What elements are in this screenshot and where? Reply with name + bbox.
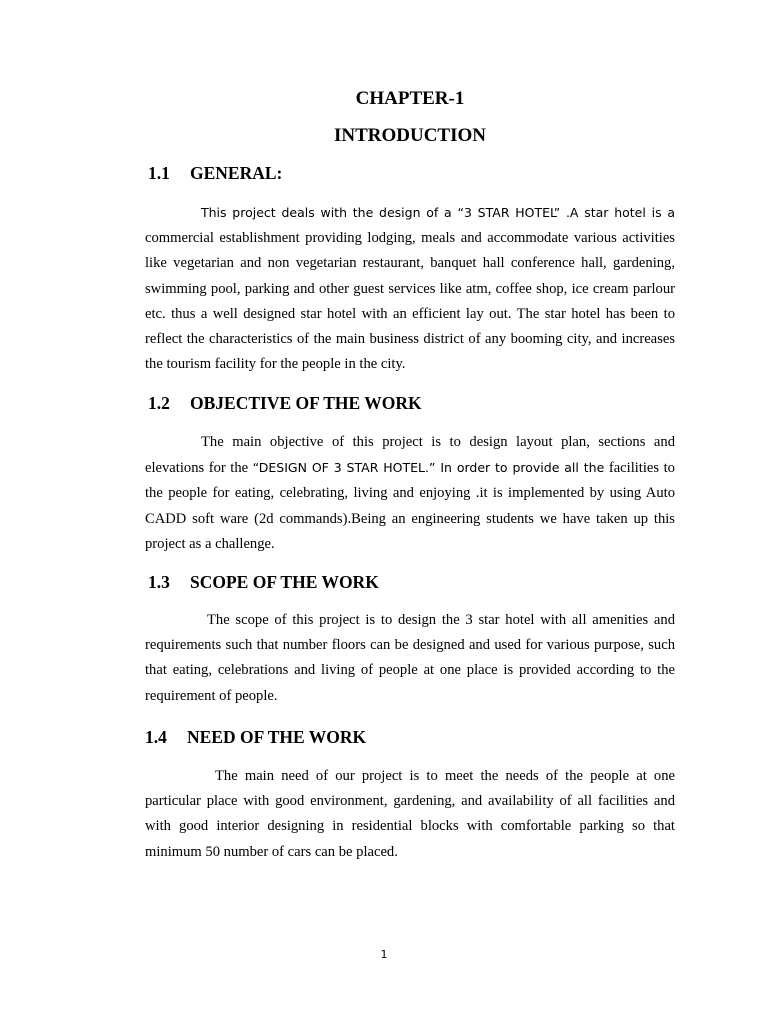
section-number: 1.1 [148,163,170,183]
section-paragraph-need [145,764,675,865]
section-paragraph-objective [145,430,675,557]
section-paragraph-scope [145,608,675,709]
section-number: 1.2 [148,393,170,413]
paragraph-body-text: The main need of our project is to meet the needs of the people at one particular place with good environment, gardening, and availability of all facilities and with good interior designing in residential blocks with comfortable parking so that minimum 50 number of cars can be placed. [145,768,675,860]
paragraph-lead-text: This project deals with the design of a “3 STAR HOTEL” .A star hotel is a [201,205,675,220]
section-heading-general [148,163,282,184]
section-paragraph-general [145,200,675,377]
chapter-title: CHAPTER-1 [355,88,465,109]
section-heading-need [145,727,366,748]
page-number: 1 [380,948,388,961]
section-title: NEED OF THE WORK [187,727,367,747]
section-heading-scope [148,572,379,593]
section-number: 1.4 [145,727,167,747]
section-title: GENERAL: [190,163,283,183]
section-title: OBJECTIVE OF THE WORK [190,393,422,413]
section-number: 1.3 [148,572,170,592]
paragraph-body-text: The scope of this project is to design the 3 star hotel with all amenities and requirements such that number floors can be designed and used for various purpose, such that eating, celebrations and living of people at one place is provided according to the requirement of people. [145,612,675,704]
section-title: SCOPE OF THE WORK [190,572,379,592]
paragraph-body-text: facilities to the people for eating, celebrating, living and enjoying .it is implemented by using Auto CADD soft ware (2d commands).Being an engineering students we have taken up this project as a challenge. [145,460,675,552]
paragraph-body-text: commercial establishment providing lodging, meals and accommodate various activities like vegetarian and non vegetarian restaurant, banquet hall conference hall, gardening, swimming pool, parking and other guest services like atm, coffee shop, ice cream parlour etc. thus a well designed star hotel with an efficient lay out. The star hotel has been to reflect the characteristics of the main business district of any booming city, and increases the tourism facility for the people in the city. [145,230,675,373]
chapter-subtitle: INTRODUCTION [333,125,487,146]
paragraph-lead-text: The main objective of this project is to design layout plan, sections and elevations for the [145,434,675,477]
paragraph-highlight-text: “DESIGN OF 3 STAR HOTEL.” In order to provide all the [252,460,605,476]
section-heading-objective [148,393,422,414]
